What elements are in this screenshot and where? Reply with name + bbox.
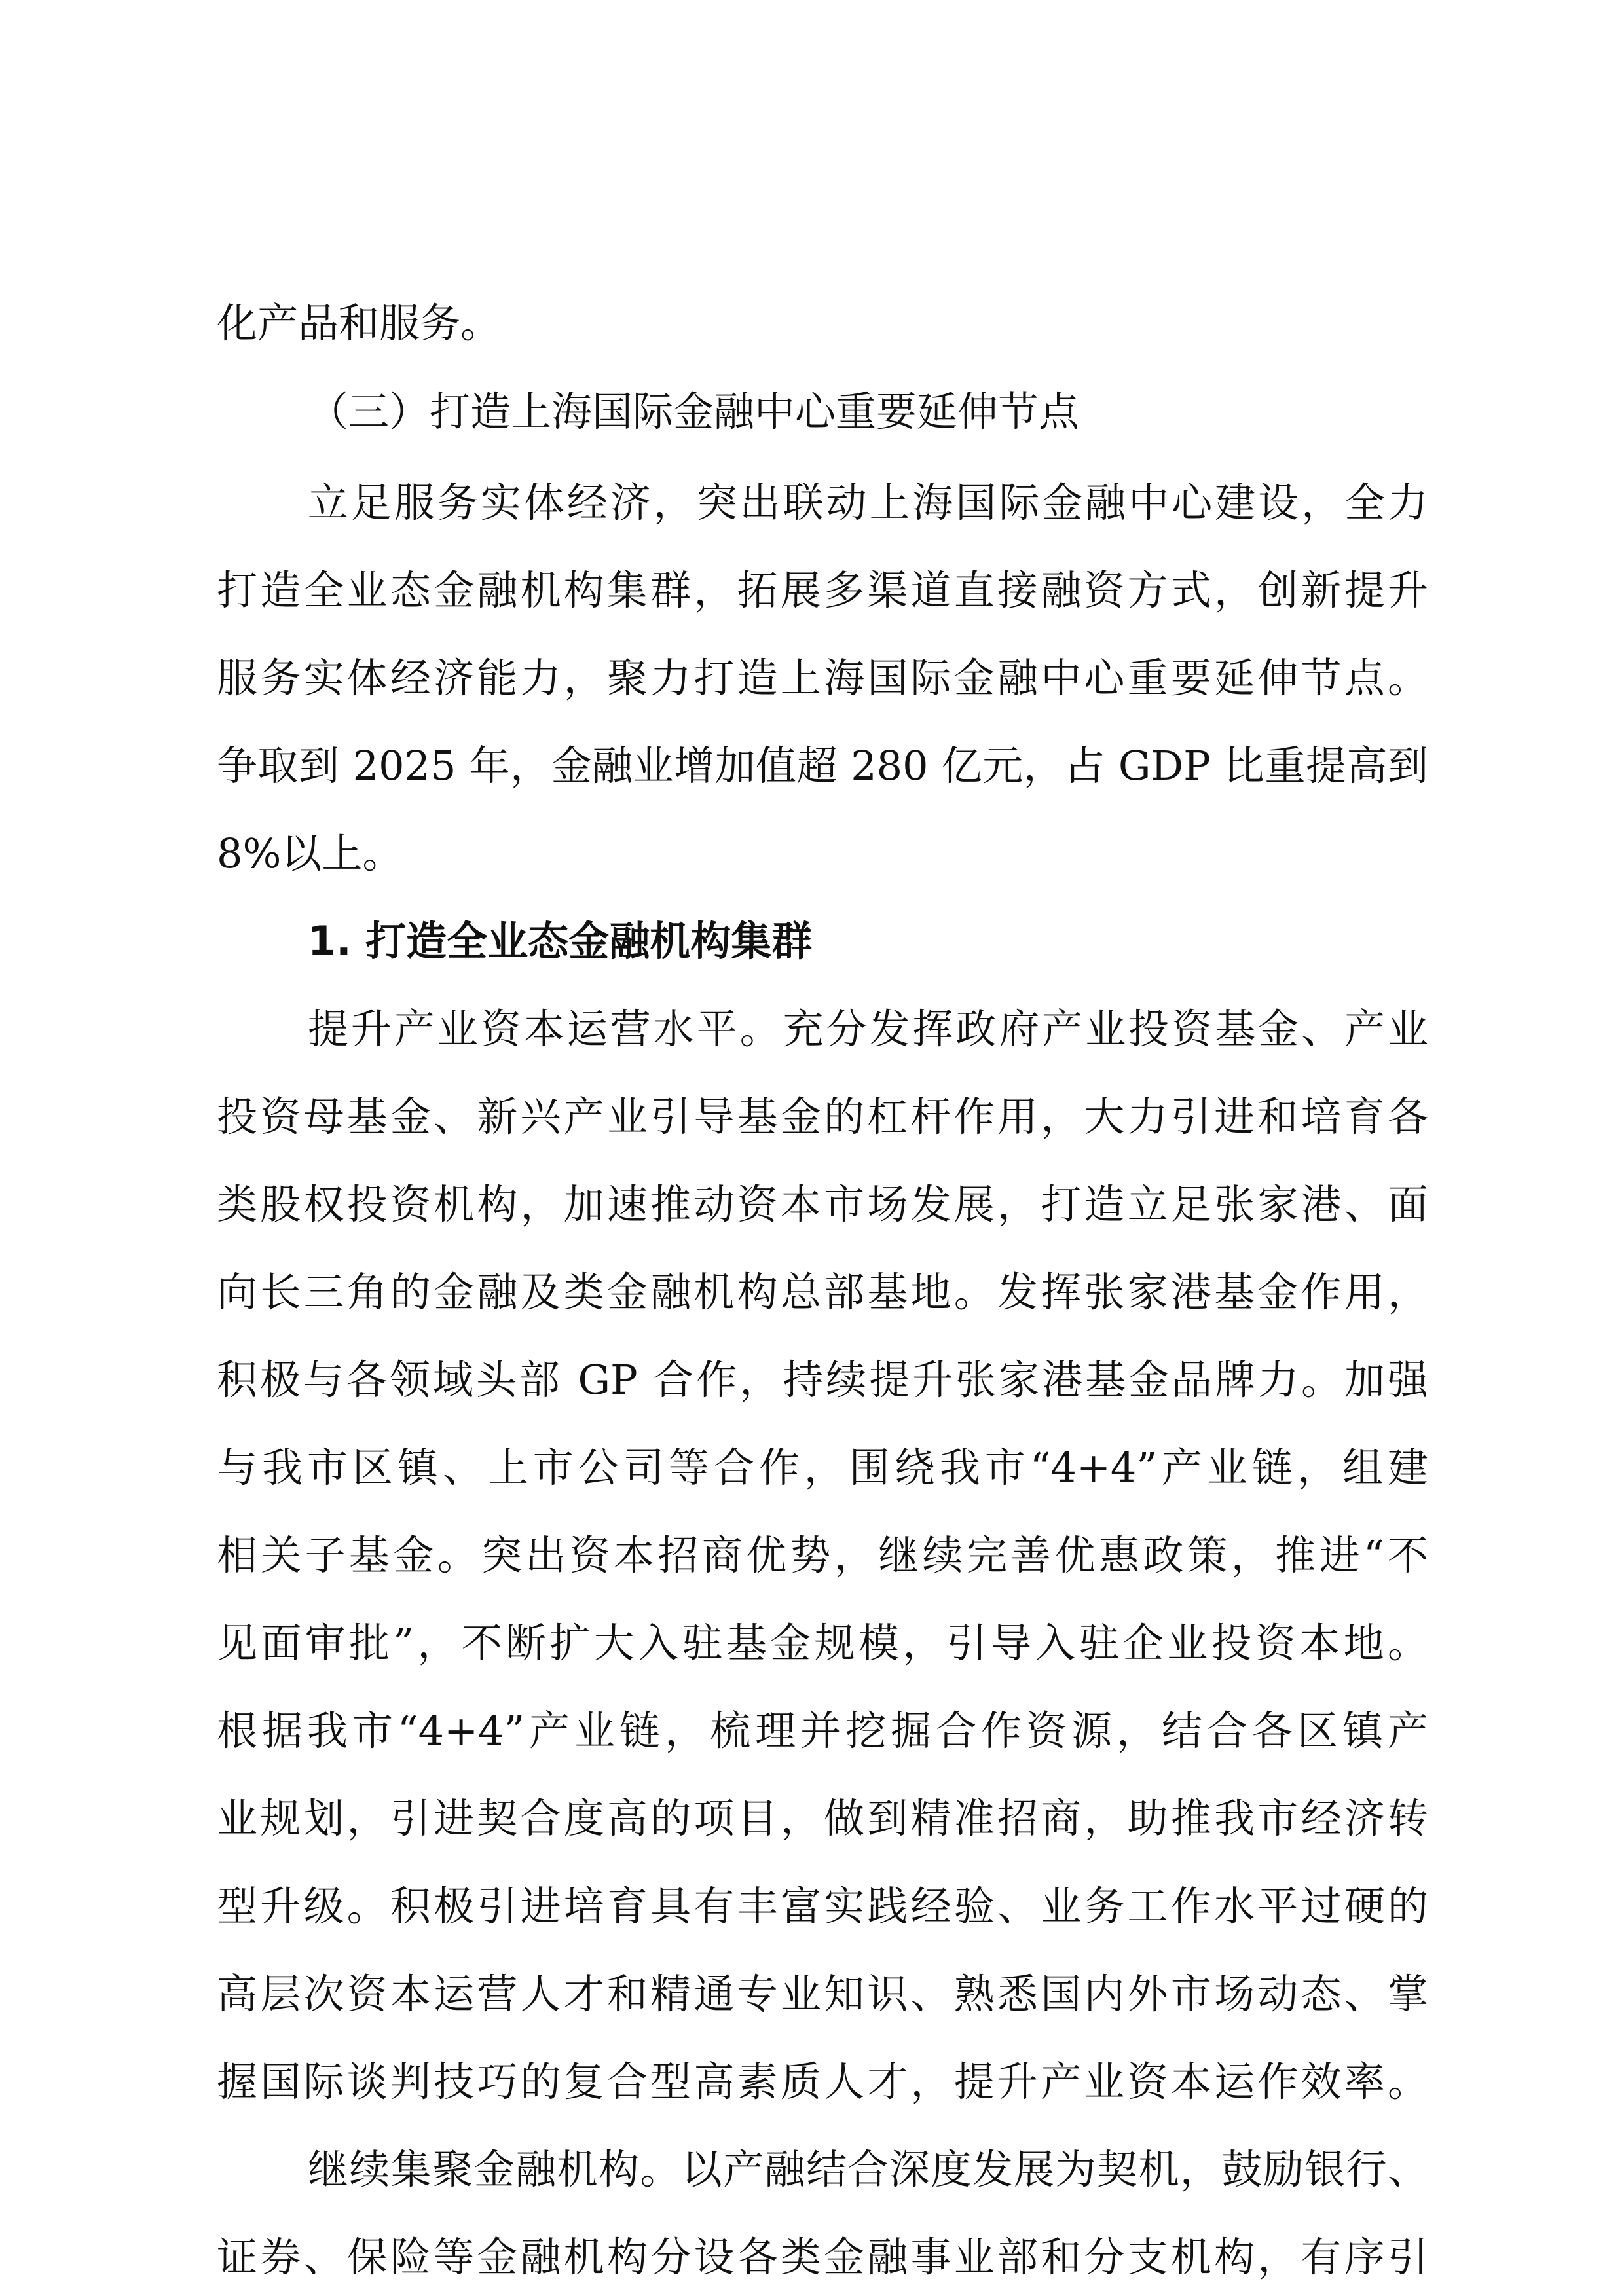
paragraph-line: 根据我市“4+4”产业链，梳理并挖掘合作资源，结合各区镇产: [217, 1707, 1428, 1755]
subsection-heading: 1. 打造全业态金融机构集群: [308, 917, 813, 965]
paragraph-line: 高层次资本运营人才和精通专业知识、熟悉国内外市场动态、掌: [217, 1970, 1428, 2018]
paragraph-line: 提升产业资本运营水平。充分发挥政府产业投资基金、产业: [308, 1005, 1428, 1053]
paragraph-line: 型升级。积极引进培育具有丰富实践经验、业务工作水平过硬的: [217, 1882, 1428, 1930]
paragraph-line: 与我市区镇、上市公司等合作，围绕我市“4+4”产业链，组建: [217, 1444, 1428, 1491]
paragraph-line: 服务实体经济能力，聚力打造上海国际金融中心重要延伸节点。: [217, 654, 1428, 702]
section-heading: （三）打造上海国际金融中心重要延伸节点: [308, 388, 1080, 435]
paragraph-line: 投资母基金、新兴产业引导基金的杠杆作用，大力引进和培育各: [217, 1093, 1428, 1140]
paragraph-line: 业规划，引进契合度高的项目，做到精准招商，助推我市经济转: [217, 1795, 1428, 1842]
paragraph-line: 积极与各领域头部 GP 合作，持续提升张家港基金品牌力。加强: [217, 1356, 1428, 1404]
paragraph-line: 见面审批”，不断扩大入驻基金规模，引导入驻企业投资本地。: [217, 1619, 1428, 1667]
paragraph-line: 相关子基金。突出资本招商优势，继续完善优惠政策，推进“不: [217, 1531, 1428, 1579]
paragraph-line: 类股权投资机构，加速推动资本市场发展，打造立足张家港、面: [217, 1180, 1428, 1228]
paragraph-line: 握国际谈判技巧的复合型高素质人才，提升产业资本运作效率。: [217, 2058, 1428, 2105]
paragraph-line: 向长三角的金融及类金融机构总部基地。发挥张家港基金作用，: [217, 1268, 1428, 1316]
paragraph-line: 争取到 2025 年，金融业增加值超 280 亿元，占 GDP 比重提高到: [217, 742, 1428, 790]
paragraph-line: 8%以上。: [217, 829, 403, 877]
paragraph-line: 继续集聚金融机构。以产融结合深度发展为契机，鼓励银行、: [308, 2145, 1428, 2193]
text-line: 化产品和服务。: [217, 299, 502, 347]
paragraph-line: 立足服务实体经济，突出联动上海国际金融中心建设，全力: [308, 479, 1428, 526]
paragraph-line: 证券、保险等金融机构分设各类金融事业部和分支机构，有序引: [217, 2233, 1428, 2281]
paragraph-line: 打造全业态金融机构集群，拓展多渠道直接融资方式，创新提升: [217, 566, 1428, 614]
